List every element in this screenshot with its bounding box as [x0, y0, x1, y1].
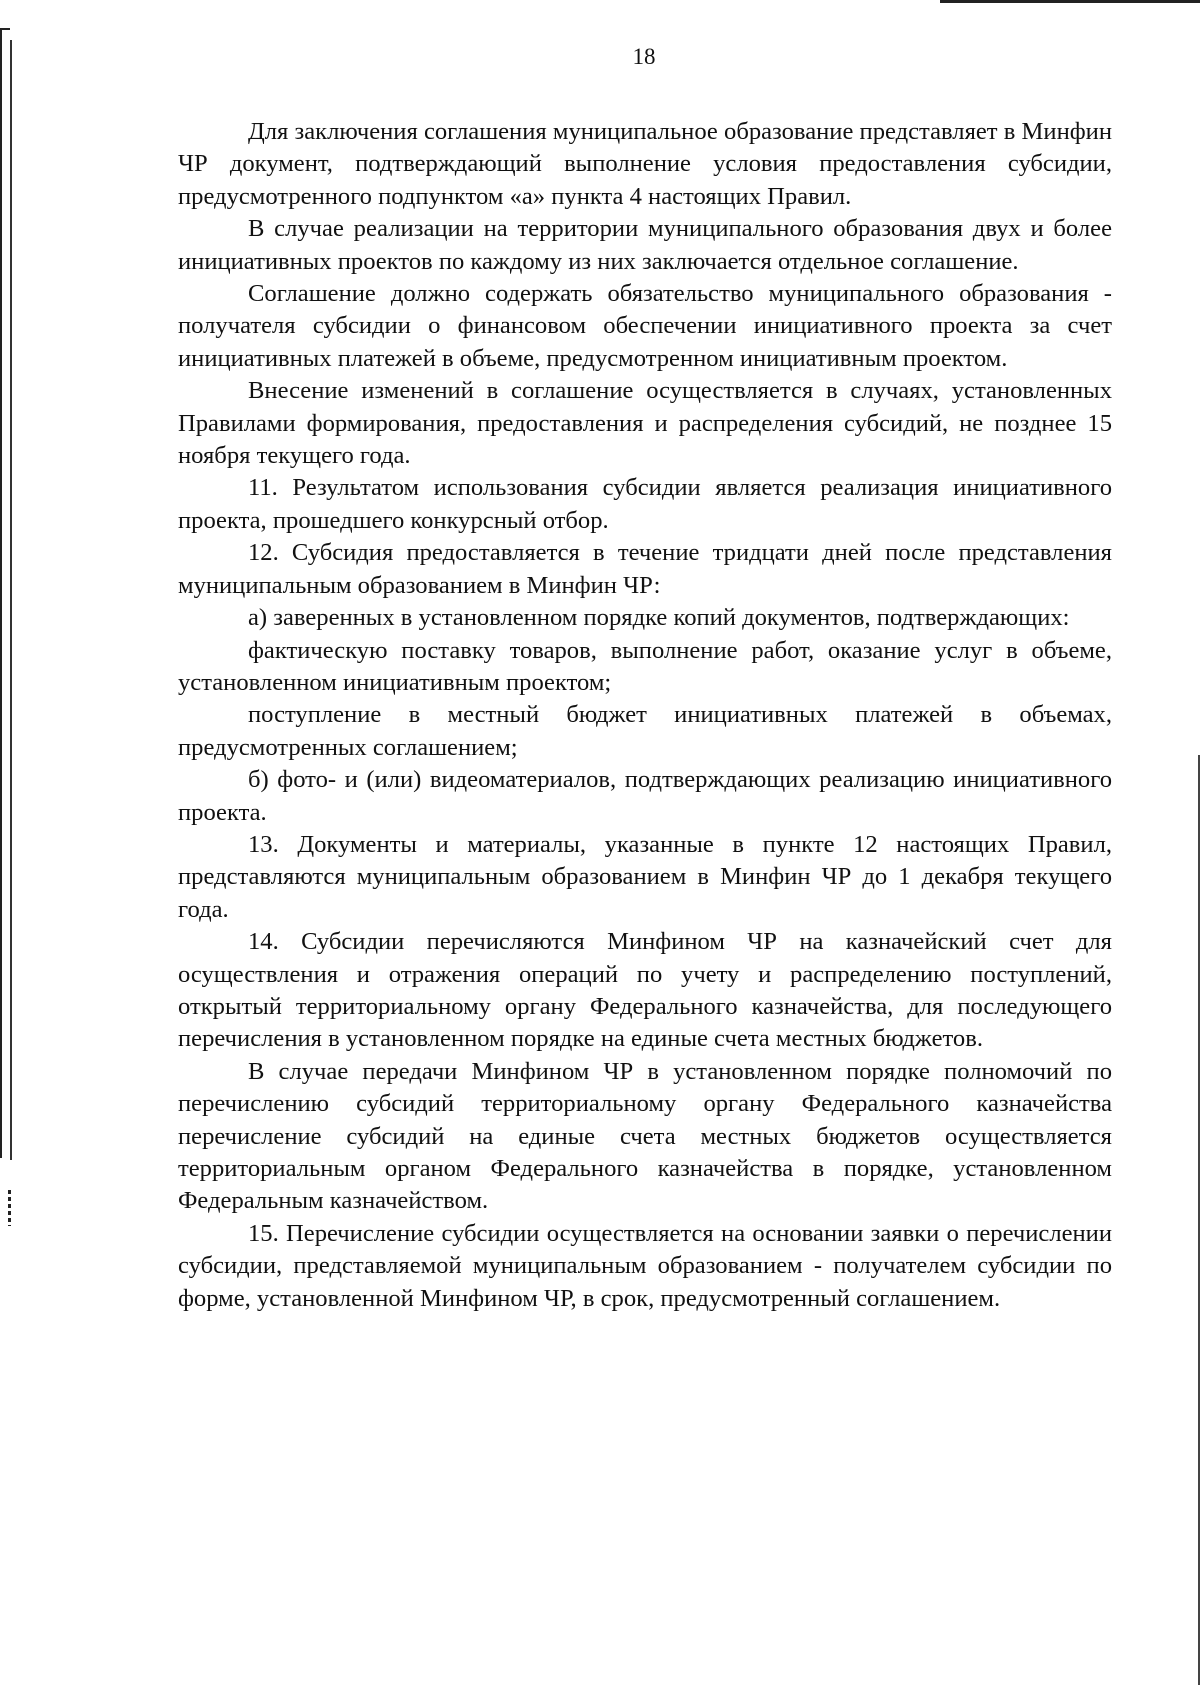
page-number: 18	[632, 44, 656, 69]
paragraph: 13. Документы и материалы, указанные в пункте 12 настоящих Правил, представляются муниципальным образованием в Минфин ЧР до 1 декабря текущего года.	[178, 830, 1112, 923]
scan-mark	[8, 1190, 11, 1226]
paragraph: 15. Перечисление субсидии осуществляется на основании заявки о перечислении субсидии, представляемой муниципальным образованием - получателем субсидии по форме, установленной Минфином ЧР, в срок, предусмотренный соглашением.	[178, 1219, 1112, 1312]
paragraph: фактическую поставку товаров, выполнение работ, оказание услуг в объеме, установленном инициативным проектом;	[178, 636, 1112, 696]
paragraph: Для заключения соглашения муниципальное образование представляет в Минфин ЧР документ, подтверждающий выполнение условия предоставления субсидии, предусмотренного подпунктом «а» пункта 4 настоящих Правил.	[178, 118, 1112, 210]
paragraph: а) заверенных в установленном порядке копий документов, подтверждающих:	[248, 604, 1070, 632]
paragraph: 11. Результатом использования субсидии является реализация инициативного проекта, прошедшего конкурсный отбор.	[178, 474, 1112, 534]
paragraph: В случае передачи Минфином ЧР в установленном порядке полномочий по перечислению субсидий территориальному органу Федерального казначейства перечисление субсидий на единые счета местных бюджетов осуществляется территориальным органом Федерального казначейства в порядке, установленном Федеральным казначейством.	[178, 1057, 1112, 1215]
paragraph: В случае реализации на территории муниципального образования двух и более инициативных проектов по каждому из них заключается отдельное соглашение.	[178, 215, 1112, 275]
paragraph: б) фото- и (или) видеоматериалов, подтверждающих реализацию инициативного проекта.	[178, 766, 1112, 826]
scan-border-top	[940, 0, 1200, 3]
scan-border-left	[0, 28, 10, 1158]
paragraph: 14. Субсидии перечисляются Минфином ЧР на казначейский счет для осуществления и отражения операций по учету и распределению поступлений, открытый территориальному органу Федерального казначейства, для последующего перечисления в установленном порядке на единые счета местных бюджетов.	[178, 928, 1112, 1053]
paragraph: 12. Субсидия предоставляется в течение тридцати дней после представления муниципальным образованием в Минфин ЧР:	[178, 539, 1112, 599]
scan-border-left-inner	[10, 40, 12, 1160]
paragraph: поступление в местный бюджет инициативных платежей в объемах, предусмотренных соглашением;	[178, 701, 1112, 761]
document-body	[178, 116, 1112, 1315]
paragraph: Соглашение должно содержать обязательство муниципального образования - получателя субсидии о финансовом обеспечении инициативного проекта за счет инициативных платежей в объеме, предусмотренном инициативным проектом.	[178, 280, 1112, 372]
paragraph: Внесение изменений в соглашение осуществляется в случаях, установленных Правилами формирования, предоставления и распределения субсидий, не позднее 15 ноября текущего года.	[178, 377, 1112, 470]
